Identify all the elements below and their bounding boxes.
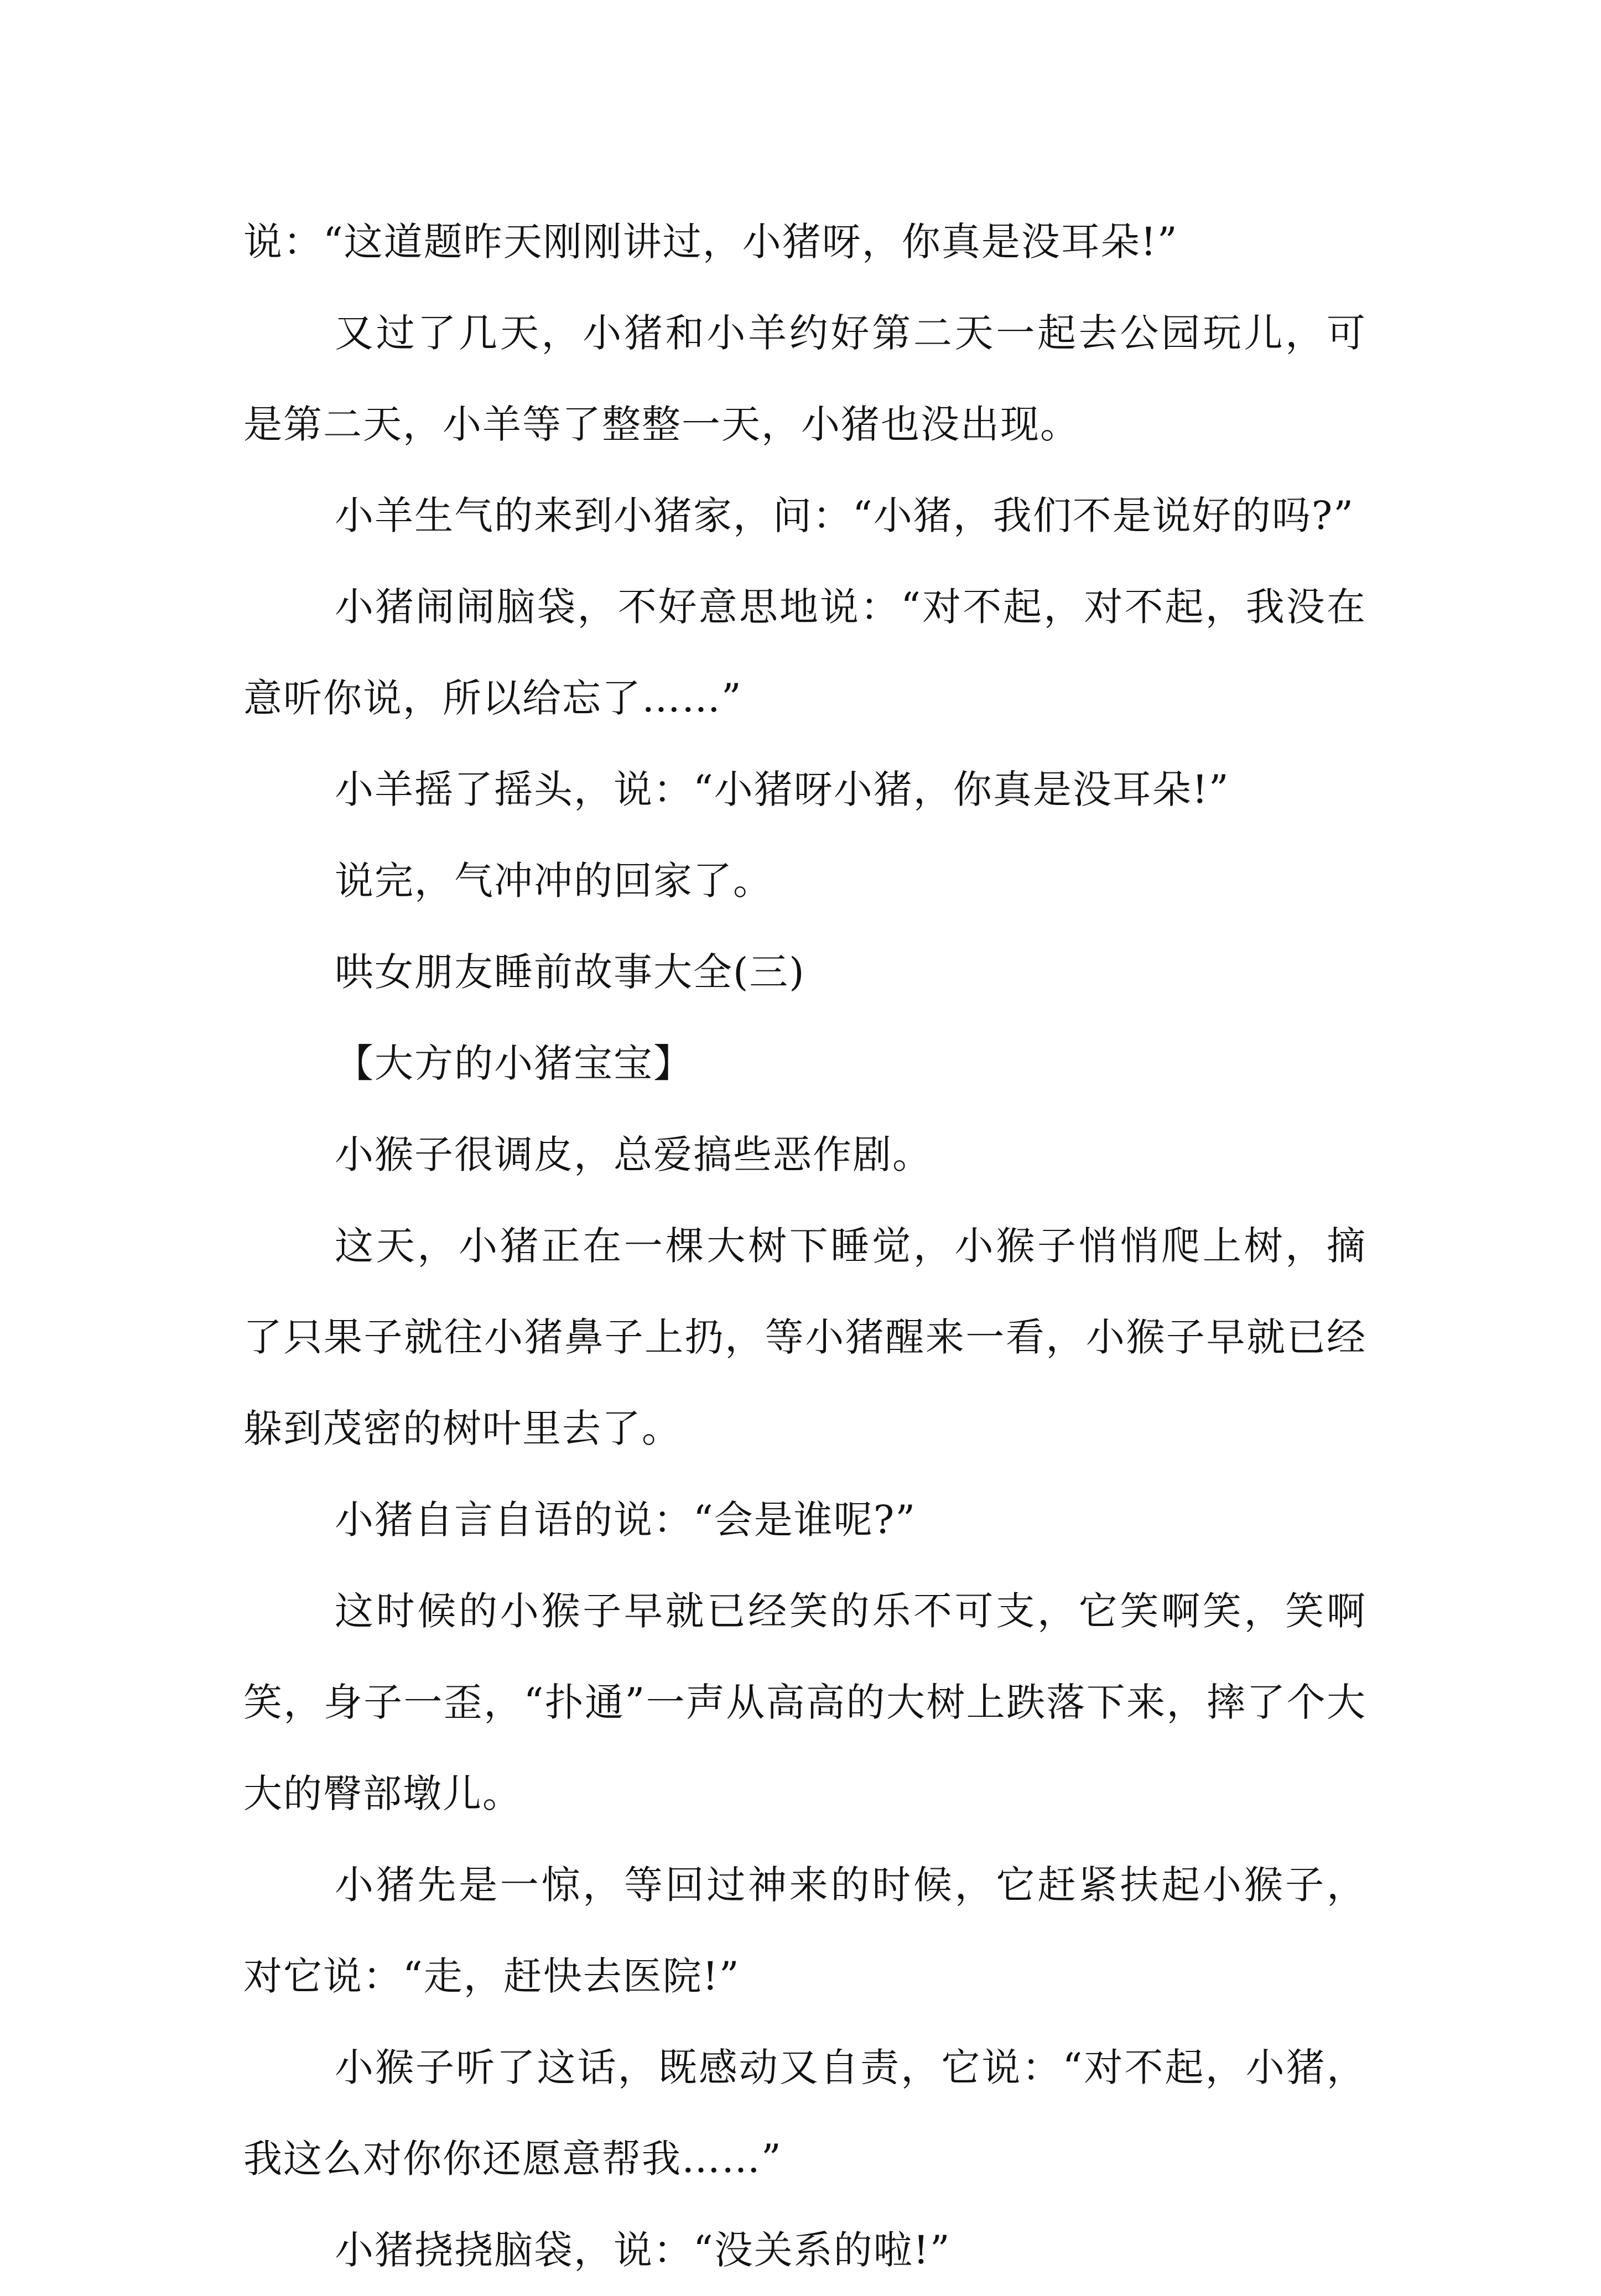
paragraph: 小猪先是一惊，等回过神来的时候，它赶紧扶起小猴子，对它说：“走，赶快去医院!” (243, 1862, 1366, 1999)
paragraph: 小羊摇了摇头，说：“小猪呀小猪，你真是没耳朵!” (335, 767, 1230, 812)
paragraph: 小猴子听了这话，既感动又自责，它说：“对不起，小猪，我这么对你你还愿意帮我……” (243, 2045, 1366, 2181)
paragraph: 又过了几天，小猪和小羊约好第二天一起去公园玩儿，可是第二天，小羊等了整整一天，小猪也没出现。 (243, 310, 1366, 447)
paragraph: 小猪闹闹脑袋，不好意思地说：“对不起，对不起，我没在意听你说，所以给忘了……” (243, 584, 1366, 721)
story-title: 【大方的小猪宝宝】 (335, 1041, 693, 1086)
paragraph: 说完，气冲冲的回家了。 (335, 858, 773, 903)
paragraph: 小猪挠挠脑袋，说：“没关系的啦!” (335, 2227, 951, 2273)
document-body (243, 196, 1366, 2296)
paragraph: 小猪自言自语的说：“会是谁呢?” (335, 1497, 917, 1542)
paragraph: 小猴子很调皮，总爱搞些恶作剧。 (335, 1132, 932, 1177)
paragraph: 这时候的小猴子早就已经笑的乐不可支，它笑啊笑，笑啊笑，身子一歪，“扑通”一声从高高的大树上跌落下来，摔了个大大的臀部墩儿。 (243, 1588, 1366, 1816)
paragraph: 这天，小猪正在一棵大树下睡觉，小猴子悄悄爬上树，摘了只果子就往小猪鼻子上扔，等小猪醒来一看，小猴子早就已经躲到茂密的树叶里去了。 (243, 1223, 1366, 1451)
paragraph: 小羊生气的来到小猪家，问：“小猪，我们不是说好的吗?” (335, 493, 1355, 538)
section-heading: 哄女朋友睡前故事大全(三) (335, 949, 805, 995)
paragraph: 说：“这道题昨天刚刚讲过，小猪呀，你真是没耳朵!” (243, 219, 1178, 264)
